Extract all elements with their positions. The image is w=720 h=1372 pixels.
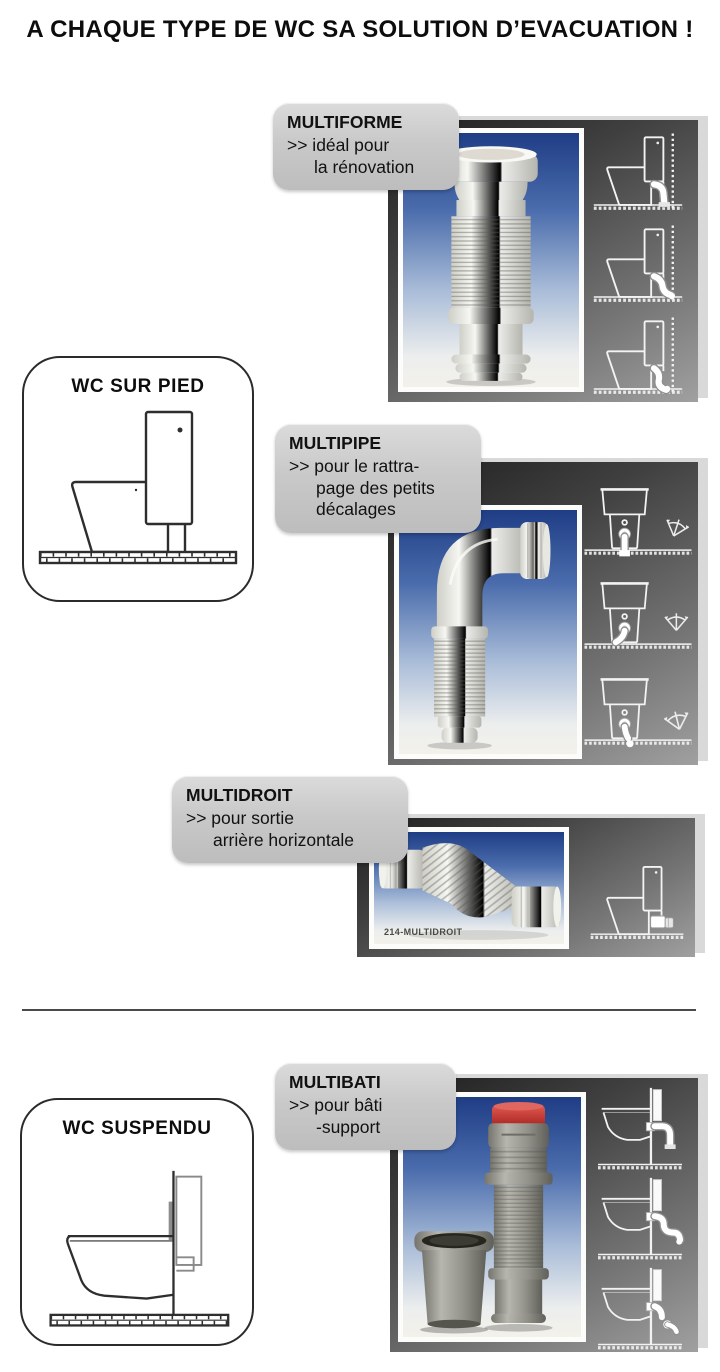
product-name-multibati: MULTIBATI	[289, 1072, 381, 1092]
floor-hatch	[40, 552, 236, 563]
callout-multipipe	[275, 424, 481, 533]
category-wc-sur-pied	[22, 356, 254, 602]
product-desc-line: la rénovation	[314, 156, 415, 177]
page-title: A CHAQUE TYPE DE WC SA SOLUTION D’EVACUATION !	[26, 16, 694, 43]
callout-multibati	[275, 1063, 456, 1150]
wc-suspendu-illustration	[22, 1144, 252, 1336]
product-name-multiforme: MULTIFORME	[287, 112, 403, 132]
wall-hung-wc-diagram-s-trap	[594, 1176, 686, 1260]
multipipe-elbow-pipe-illustration	[399, 510, 577, 754]
product-name-multipipe: MULTIPIPE	[289, 433, 382, 453]
category-label: WC SUSPENDU	[62, 1118, 212, 1139]
product-name-multidroit: MULTIDROIT	[186, 785, 293, 805]
category-label: WC SUR PIED	[71, 376, 205, 397]
floor-hatch	[51, 1315, 229, 1326]
product-desc-line: décalages	[316, 499, 396, 520]
photo-caption: 214-MULTIDROIT	[384, 927, 463, 937]
category-wc-suspendu	[20, 1098, 254, 1346]
wc-evacuation-diagram-angled	[591, 222, 685, 308]
wc-sur-pied-illustration	[24, 402, 252, 592]
wc-evacuation-diagram-horizontal	[591, 130, 685, 216]
wall-hung-wc-diagram-elbow	[594, 1086, 686, 1170]
wall-hung-wc-diagram-curved	[594, 1266, 686, 1350]
product-photo-multipipe	[394, 505, 582, 759]
wc-evacuation-diagram-curved	[591, 314, 685, 400]
wc-rear-horizontal-outlet-diagram	[587, 854, 687, 948]
wc-front-diagram-offset-outlet	[580, 668, 696, 756]
wc-front-diagram-straight-outlet	[580, 478, 696, 566]
product-desc-line: >> pour sortie	[186, 807, 294, 828]
section-divider	[22, 1009, 696, 1011]
wc-front-diagram-angled-outlet	[580, 572, 696, 660]
product-desc-line: arrière horizontale	[213, 829, 355, 850]
callout-multiforme	[273, 103, 459, 190]
product-desc-line: >> pour le rattra-	[289, 455, 420, 476]
product-desc-line: >> pour bâti	[289, 1094, 383, 1115]
callout-multidroit	[172, 776, 408, 863]
product-desc-line: >> idéal pour	[287, 134, 390, 155]
product-desc-line: page des petits	[316, 477, 435, 498]
product-desc-line: -support	[316, 1116, 381, 1137]
